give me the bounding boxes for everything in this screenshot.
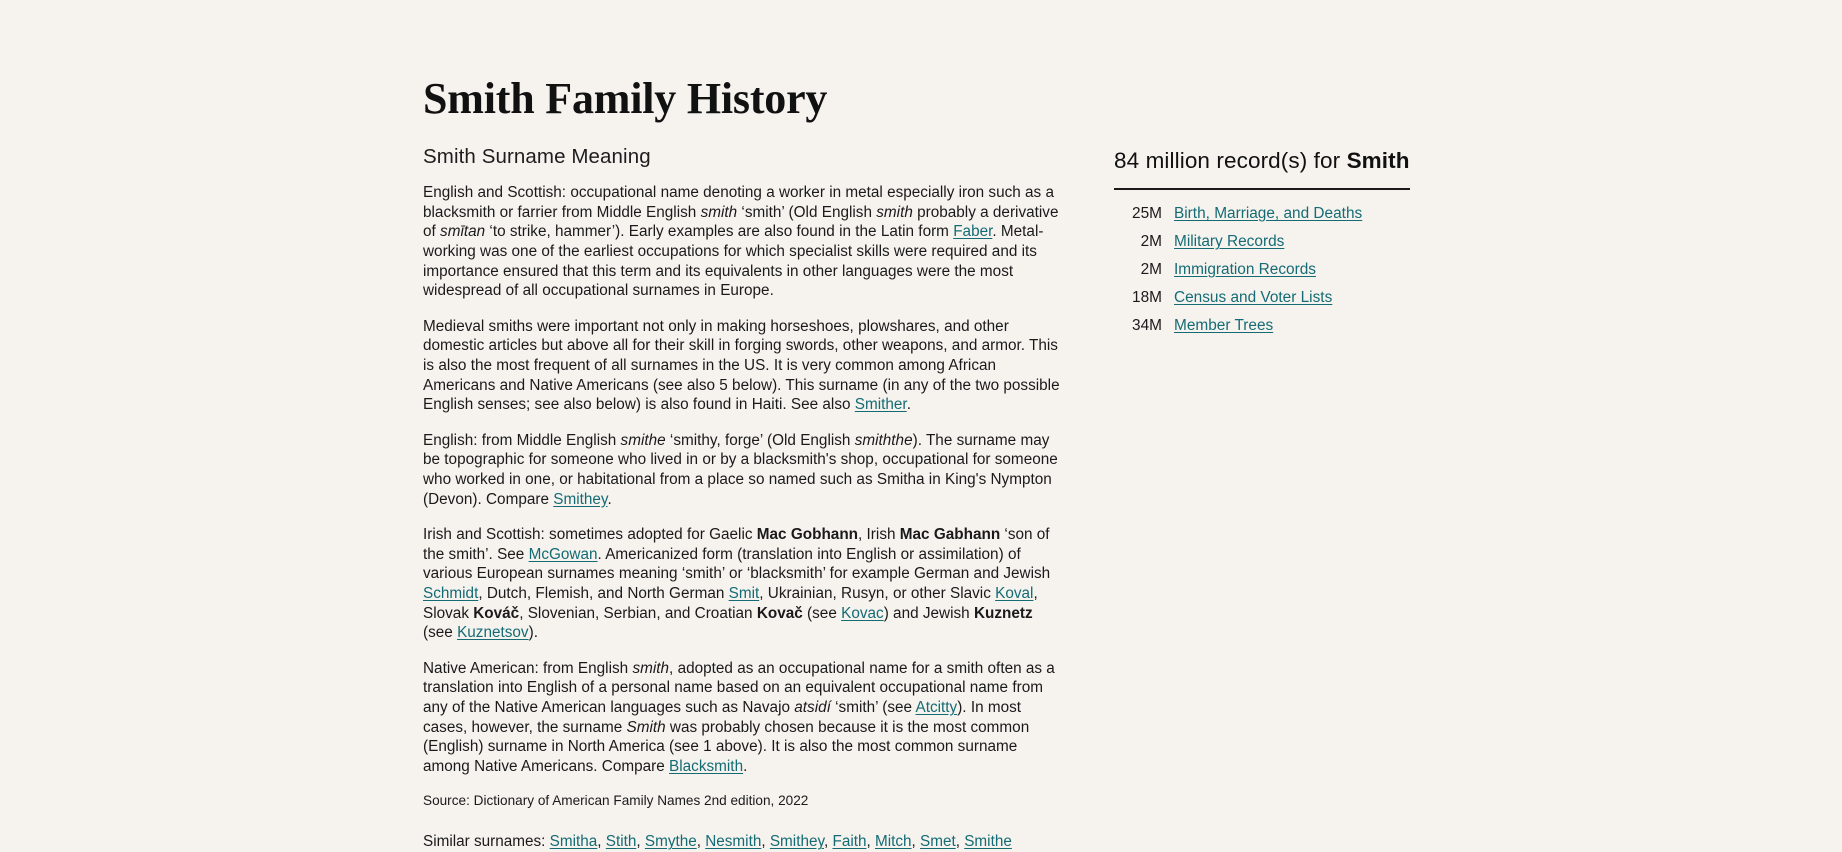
p2-text-2: . <box>906 396 911 414</box>
similar-surname-link[interactable]: Smithe <box>964 833 1012 851</box>
similar-surname-separator: , <box>597 833 606 851</box>
similar-surname-link[interactable]: Stith <box>605 833 637 851</box>
p5-italic-1: smith <box>632 659 670 677</box>
similar-surname-link[interactable]: Nesmith <box>705 833 762 851</box>
p3-italic-1: smithe <box>620 431 666 449</box>
record-row <box>1114 230 1434 253</box>
p5-text-4: ). In most cases, however, the surname <box>423 698 1022 736</box>
similar-surname-separator: , <box>866 833 875 851</box>
link-koval[interactable]: Koval <box>995 584 1034 602</box>
link-atcitty[interactable]: Atcitty <box>915 698 958 716</box>
link-smithey[interactable]: Smithey <box>553 490 608 508</box>
p1-text-1: English and Scottish: occupational name denoting a worker in metal especially iron such as a blacksmith or farrier from Middle English <box>423 184 1054 221</box>
p1-text-4: ‘to strike, hammer’). Early examples are also found in the Latin form <box>485 223 954 241</box>
p1-text-3: probably a derivative of <box>423 203 1059 241</box>
p1-text-2: ‘smith’ (Old English <box>737 203 877 221</box>
p4-text-9: (see <box>802 604 842 622</box>
paragraph-3 <box>423 431 1063 509</box>
similar-surname-link[interactable]: Mitch <box>874 833 912 851</box>
record-count: 2M <box>1140 261 1162 278</box>
p3-italic-2: smiththe <box>854 431 913 449</box>
similar-surname-link[interactable]: Smithey <box>769 833 824 851</box>
records-list <box>1114 202 1434 337</box>
record-count: 34M <box>1132 317 1162 334</box>
record-row <box>1114 258 1434 281</box>
link-faber[interactable]: Faber <box>953 223 993 241</box>
p4-bold-2: Mac Gabhann <box>899 526 1001 544</box>
p5-text-1: Native American: from English <box>423 659 633 677</box>
p1-italic-3: smītan <box>440 223 486 241</box>
records-panel <box>1114 148 1434 342</box>
link-blacksmith[interactable]: Blacksmith <box>669 757 744 775</box>
link-smit[interactable]: Smit <box>728 584 760 602</box>
records-count-text: 84 million record(s) for <box>1114 148 1347 173</box>
similar-surname-separator: , <box>955 833 965 851</box>
record-count: 25M <box>1132 205 1162 222</box>
p5-text-5: was probably chosen because it is the most common (English) surname in North America (see 1 above). It is also the most common surname among Native Americans. Compare <box>423 718 1030 775</box>
p4-bold-5: Kuznetz <box>973 604 1033 622</box>
paragraph-4 <box>423 525 1063 643</box>
record-row <box>1114 286 1434 309</box>
page-title: Smith Family History <box>423 74 828 123</box>
similar-surnames-list <box>550 833 1012 850</box>
p5-text-6: . <box>743 757 748 775</box>
records-divider <box>1114 188 1410 190</box>
p4-text-2: , Irish <box>858 526 900 544</box>
p3-text-4: . <box>607 490 612 508</box>
p1-italic-1: smith <box>700 203 738 221</box>
source-citation: Source: Dictionary of American Family Names 2nd edition, 2022 <box>423 793 809 809</box>
link-kuznetsov[interactable]: Kuznetsov <box>457 624 529 642</box>
p1-italic-2: smith <box>876 203 913 221</box>
paragraph-1 <box>423 183 1063 301</box>
p4-text-7: , Slovak <box>423 584 1038 622</box>
p3-text-2: ‘smithy, forge’ (Old English <box>665 431 855 449</box>
record-row <box>1114 314 1434 337</box>
record-category-link[interactable]: Member Trees <box>1174 317 1274 334</box>
link-kovac[interactable]: Kovac <box>841 604 884 622</box>
p4-text-8: , Slovenian, Serbian, and Croatian <box>519 604 757 622</box>
record-category-link[interactable]: Birth, Marriage, and Deaths <box>1174 205 1363 222</box>
p3-text-3: ). The surname may be topographic for someone who lived in or by a blacksmith's shop, occupational for someone who worked in one, or habitational from a place so named such as Smitha in King's Nympton (Devon). Compare <box>423 431 1058 508</box>
p2-text-1: Medieval smiths were important not only in making horseshoes, plowshares, and other domestic articles but above all for their skill in forging swords, other weapons, and armor. This is also the most frequent of all surnames in the US. It is very common among African Americans and Native Americans (see also 5 below). This surname (in any of the two possible English senses; see also below) is also found in Haiti. See also <box>423 317 1060 414</box>
p4-bold-4: Kovač <box>756 604 803 622</box>
p5-italic-3: Smith <box>626 718 666 736</box>
article-content <box>423 74 1063 852</box>
similar-surnames-label: Similar surnames: <box>423 833 550 851</box>
similar-surnames <box>423 832 1063 852</box>
p4-text-5: , Dutch, Flemish, and North German <box>478 584 729 602</box>
similar-surname-separator: , <box>911 833 921 851</box>
record-category-link[interactable]: Census and Voter Lists <box>1174 289 1333 306</box>
p4-text-6: , Ukrainian, Rusyn, or other Slavic <box>759 584 996 602</box>
records-surname: Smith <box>1346 148 1410 173</box>
link-mcgowan[interactable]: McGowan <box>528 545 598 563</box>
p4-text-4: . Americanized form (translation into English or assimilation) of various European surnames meaning ‘smith’ or ‘blacksmith’ for example German and Jewish <box>423 545 1051 583</box>
p4-text-10: ) and Jewish <box>883 604 974 622</box>
p4-text-12: ). <box>528 624 538 642</box>
p4-bold-1: Mac Gobhann <box>756 526 859 544</box>
paragraph-5 <box>423 659 1063 777</box>
link-smither[interactable]: Smither <box>854 396 907 414</box>
section-heading: Smith Surname Meaning <box>423 145 651 169</box>
similar-surname-separator: , <box>636 833 645 851</box>
p4-text-1: Irish and Scottish: sometimes adopted for Gaelic <box>423 526 757 544</box>
records-panel-title <box>1114 148 1434 174</box>
similar-surname-link[interactable]: Faith <box>832 833 867 851</box>
p5-text-3: ‘smith’ (see <box>830 698 916 716</box>
p3-text-1: English: from Middle English <box>423 431 621 449</box>
similar-surname-link[interactable]: Smet <box>920 833 956 851</box>
record-count: 2M <box>1140 233 1162 250</box>
paragraph-2 <box>423 317 1063 415</box>
similar-surname-link[interactable]: Smythe <box>644 833 697 851</box>
similar-surname-separator: , <box>696 833 706 851</box>
similar-surname-link[interactable]: Smitha <box>549 833 598 851</box>
p4-bold-3: Kováč <box>473 604 520 622</box>
p4-text-3: ‘son of the smith’. See <box>423 526 1050 563</box>
p1-text-5: . Metal-working was one of the earliest occupations for which specialist skills were required and its importance ensured that this term and its equivalents in other languages were the most widespread of all occupational surnames in Europe. <box>423 223 1044 300</box>
similar-surname-separator: , <box>761 833 770 851</box>
record-count: 18M <box>1132 289 1162 306</box>
p5-italic-2: atsidí <box>794 698 831 716</box>
p4-text-11: (see <box>423 624 458 642</box>
record-category-link[interactable]: Military Records <box>1174 233 1285 250</box>
record-row <box>1114 202 1434 225</box>
p5-text-2: , adopted as an occupational name for a smith often as a translation into English of a personal name based on an equivalent occupational name from any of the Native American languages such as Navajo <box>423 659 1055 716</box>
similar-surname-separator: , <box>823 833 833 851</box>
record-category-link[interactable]: Immigration Records <box>1174 261 1316 278</box>
link-schmidt[interactable]: Schmidt <box>423 584 479 602</box>
